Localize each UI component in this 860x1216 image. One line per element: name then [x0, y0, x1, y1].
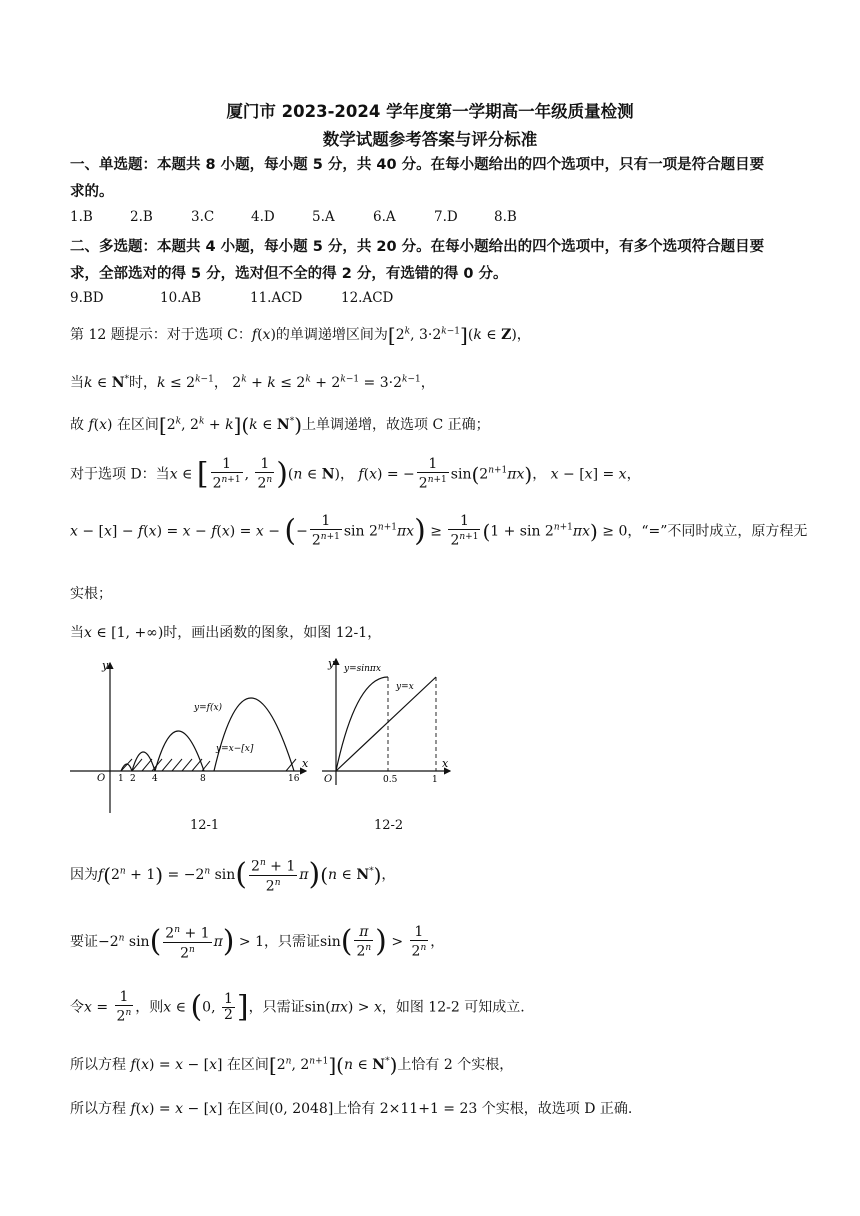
- answer-5: 5.A: [312, 209, 335, 225]
- section1-heading: 一、单选题：本题共 8 小题，每小题 5 分，共 40 分。在每小题给出的四个选项中，只有一项是符合题目要: [70, 157, 765, 173]
- label-sin: y=sinπx: [344, 664, 381, 674]
- section2-heading-cont: 求，全部选对的得 5 分，选对但不全的得 2 分，有选错的得 0 分。: [70, 266, 508, 282]
- hint-line-4: 对于选项 D：当x ∈ [ $\frac{1}{2^{n+1}}$ , $\frac{1}{2^n}$ )(n ∈ N)， f(x) = − $\frac{1}{2^{n+1}}$ $\sin(2^{n+1}\pi x)$， x − [x] = x，: [70, 456, 641, 492]
- document-subtitle: 数学试题参考答案与评分标准: [322, 130, 538, 149]
- hint-line-8: 因为$f(2^n + 1) = -2^n$ sin( $\frac{2^n + 1}{2^n}$ π)(n ∈ N*)，: [70, 857, 396, 895]
- answer-6: 6.A: [373, 209, 396, 225]
- hint-line-12: 所以方程 f(x) = x − [x] 在区间(0, 2048]上恰有 2×11+1 = 23 个实根，故选项 D 正确.: [70, 1101, 633, 1117]
- figure-12-1: [66, 655, 316, 815]
- label-line: y=x: [396, 682, 414, 692]
- tick-16: 16: [288, 774, 300, 784]
- tick-4: 4: [152, 774, 158, 784]
- answer-4: 4.D: [251, 209, 275, 225]
- label-f: y=f(x): [194, 703, 223, 713]
- section2-heading: 二、多选题：本题共 4 小题，每小题 5 分，共 20 分。在每小题给出的四个选项中，有多个选项符合题目要: [70, 239, 765, 255]
- tick-1: 1: [432, 775, 438, 785]
- hint-line-11: 所以方程 f(x) = x − [x] 在区间[2$^n$, $2^{n+1}](n$ ∈ N*)上恰有 2 个实根，: [70, 1053, 514, 1077]
- answer-2: 2.B: [130, 209, 153, 225]
- hint-line-6: 实根；: [70, 586, 112, 602]
- hint-line-7: 当x ∈ [1, +∞)时，画出函数的图象，如图 12-1，: [70, 625, 382, 641]
- curve-g-sawtooth: [121, 759, 296, 771]
- x-axis-label: x: [302, 757, 309, 770]
- tick-0-5: 0.5: [383, 775, 398, 785]
- answer-8: 8.B: [494, 209, 517, 225]
- answer-7: 7.D: [434, 209, 458, 225]
- hint-line-5: x − [x] − f(x) = x − f(x) = x − (− $\frac{1}{2^{n+1}}$ $\sin 2^{n+1}\pi x$) ≥ $\frac{1}{2^{n+1}}$ $(1 + \sin 2^{n+1}\pi x) \ge 0$，“=”不同时成立，原方程无: [70, 513, 808, 549]
- line-y-equals-x: [336, 677, 436, 771]
- tick-1: 1: [118, 774, 124, 784]
- answer-12: 12.ACD: [341, 290, 394, 306]
- hint-line-10: 令x = $\frac{1}{2^n}$ ，则x ∈ (0, $\frac{1}{2}$ ]，只需证sin(πx) > x，如图 12-2 可知成立.: [70, 989, 525, 1025]
- tick-2: 2: [130, 774, 136, 784]
- document-title: 厦门市 2023-2024 学年度第一学期高一年级质量检测: [226, 102, 634, 121]
- y-axis-label: y: [102, 659, 109, 672]
- answer-10: 10.AB: [160, 290, 202, 306]
- section1-heading-cont: 求的。: [70, 184, 114, 200]
- curve-f-arch-4: [214, 698, 294, 771]
- origin-label: O: [324, 774, 333, 785]
- answer-11: 11.ACD: [250, 290, 303, 306]
- answer-9: 9.BD: [70, 290, 104, 306]
- figure-12-2-caption: 12-2: [374, 818, 404, 833]
- label-g: y=x−[x]: [216, 744, 254, 754]
- hint-line-3: 故 f(x) 在区间[2$^k$, $2^k + k](k$ ∈ N*)上单调递增，故选项 C 正确；: [70, 413, 490, 437]
- hint-line-9: 要证$-2^n$ sin( $\frac{2^n + 1}{2^n}$ π) > 1，只需证sin( $\frac{\pi}{2^n}$ ) > $\frac{1}{2^n}$ ，: [70, 923, 445, 962]
- answer-1: 1.B: [70, 209, 93, 225]
- answer-3: 3.C: [191, 209, 215, 225]
- hint-line-1: 第 12 题提示：对于选项 C：f(x)的单调递增区间为[2$^k$, $3\cdot 2^{k-1}](k$ ∈ Z)，: [70, 323, 531, 347]
- y-axis-label: y: [328, 657, 335, 670]
- figure-12-1-caption: 12-1: [190, 818, 220, 833]
- curve-f-arch-2: [132, 752, 155, 771]
- tick-8: 8: [200, 774, 206, 784]
- hint-line-2: 当k ∈ N*时，$k \le 2^{k-1}$， $2^k + k \le 2^k + 2^{k-1} = 3\cdot 2^{k-1}$，: [70, 374, 435, 391]
- curve-sin: [336, 677, 388, 771]
- origin-label: O: [97, 773, 106, 784]
- x-axis-label: x: [442, 757, 449, 770]
- figure-12-2: [318, 655, 458, 795]
